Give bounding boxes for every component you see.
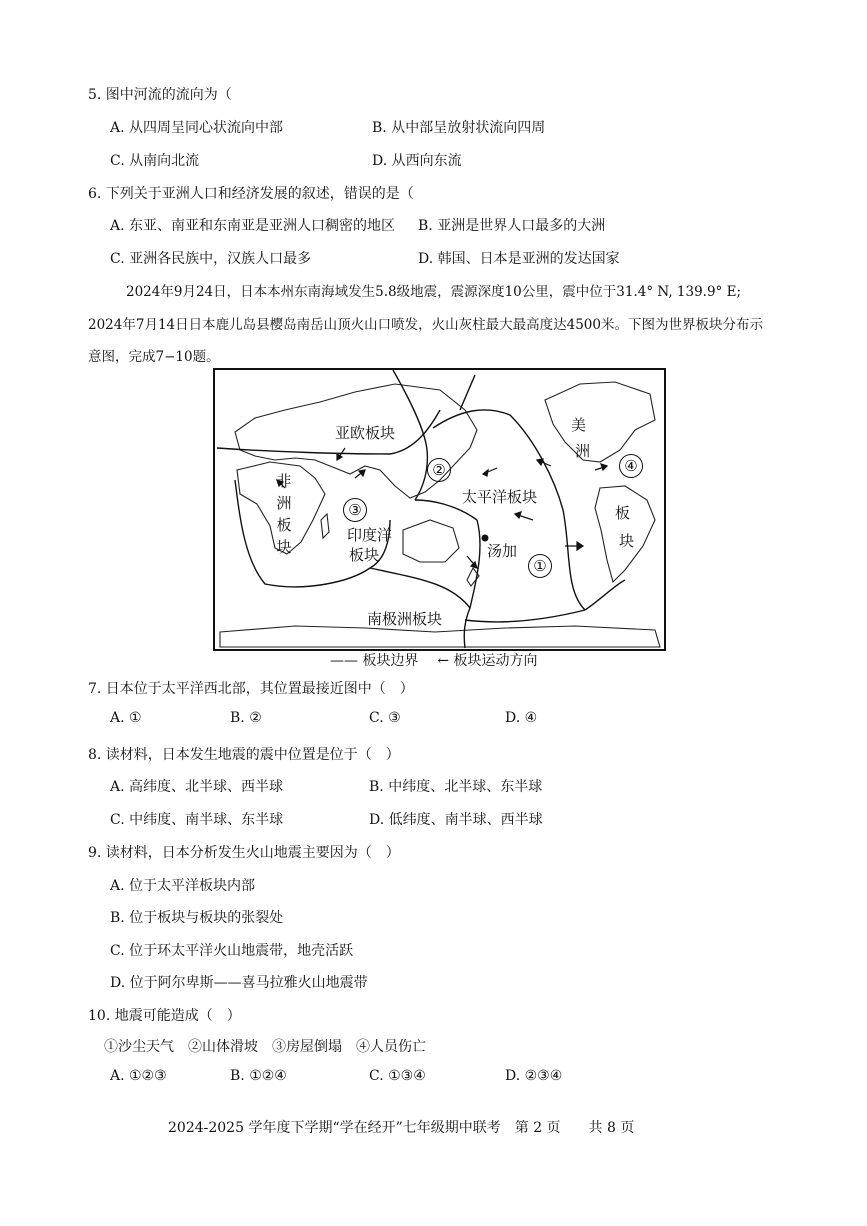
label-african-plate (275, 470, 293, 558)
world-plate-map (213, 368, 666, 651)
legend-direction: ← 板块运动方向 (437, 653, 538, 669)
q10-stem: 10. 地震可能造成（ ） (88, 1008, 241, 1024)
material-line-2: 2024年7月14日日本鹿儿岛县樱岛南岳山顶火山口喷发，火山灰柱最大最高度达4500米。下图为世界板块分布示 (88, 317, 763, 333)
antarctica-outline (220, 626, 660, 647)
q8-option-a: A. 高纬度、北半球、西半球 (110, 779, 284, 795)
arrow-4-head (577, 542, 583, 550)
q10-option-d: D. ②③④ (505, 1068, 563, 1084)
material-line-1: 2024年9月24日，日本本州东南海域发生5.8级地震，震源深度10公里，震中位于31.4° N, 139.9° E; (126, 284, 741, 300)
marker-4: ④ (619, 454, 643, 478)
material-line-3: 意图，完成7−10题。 (88, 349, 220, 365)
african-plate-text: 非洲板块 (276, 472, 292, 556)
boundary-pacific-antarctic (465, 610, 585, 622)
q9-option-d: D. 位于阿尔卑斯——喜马拉雅火山地震带 (110, 975, 368, 991)
australia-outline (403, 520, 459, 562)
arrow-9-head (471, 562, 477, 568)
q6-option-b: B. 亚洲是世界人口最多的大洲 (418, 218, 606, 234)
page-footer: 2024-2025 学年度下学期“学在经开”七年级期中联考 第 2 页 共 8 页 (168, 1120, 635, 1136)
q7-option-d: D. ④ (505, 710, 538, 726)
q9-option-b: B. 位于板块与板块的张裂处 (110, 910, 284, 926)
q6-option-a: A. 东亚、南亚和东南亚是亚洲人口稠密的地区 (110, 218, 396, 234)
boundary-eurasia-north (390, 410, 440, 454)
q7-stem: 7. 日本位于太平洋西北部，其位置最接近图中（ ） (88, 681, 414, 697)
q9-option-a: A. 位于太平洋板块内部 (110, 878, 256, 894)
arrow-2-head (515, 512, 521, 518)
label-american-plate-4: 块 (619, 532, 635, 550)
q5-option-b: B. 从中部呈放射状流向四周 (372, 120, 546, 136)
q10-option-a: A. ①②③ (110, 1068, 167, 1084)
q8-option-b: B. 中纬度、北半球、东半球 (369, 779, 543, 795)
label-eurasian-plate: 亚欧板块 (335, 424, 396, 442)
q6-option-c: C. 亚洲各民族中，汉族人口最多 (110, 251, 312, 267)
q5-option-a: A. 从四周呈同心状流向中部 (110, 120, 284, 136)
q8-option-c: C. 中纬度、南半球、东半球 (110, 812, 284, 828)
boundary-south-america (585, 580, 625, 610)
label-pacific-plate: 太平洋板块 (462, 488, 538, 506)
q6-option-d: D. 韩国、日本是亚洲的发达国家 (418, 251, 620, 267)
marker-3: ③ (343, 498, 367, 522)
q5-option-c: C. 从南向北流 (110, 153, 200, 169)
marker-2: ② (427, 458, 451, 482)
label-indian-ocean-plate-2: 板块 (349, 546, 380, 564)
marker-1: ① (528, 554, 552, 578)
label-american-plate-2: 洲 (575, 442, 591, 460)
north-america-outline (545, 382, 655, 462)
label-american-plate-1: 美 (571, 416, 587, 434)
label-indian-ocean-plate-1: 印度洋 (347, 526, 393, 544)
label-tonga: 汤加 (487, 542, 518, 560)
boundary-pacific-east (433, 410, 585, 610)
q6-stem: 6. 下列关于亚洲人口和经济发展的叙述，错误的是（ (88, 186, 414, 202)
q7-option-b: B. ② (230, 710, 262, 726)
arrow-8-head (359, 470, 365, 476)
q10-option-c: C. ①③④ (369, 1068, 426, 1084)
boundary-indo-antarctic (370, 568, 470, 608)
arrow-1-head (483, 470, 488, 476)
q5-stem: 5. 图中河流的流向为（ (88, 87, 232, 103)
madagascar-outline (321, 514, 329, 538)
label-antarctic-plate: 南极洲板块 (367, 610, 443, 628)
label-american-plate-3: 板 (615, 504, 631, 522)
q10-option-b: B. ①②④ (230, 1068, 287, 1084)
q8-option-d: D. 低纬度、南半球、西半球 (369, 812, 543, 828)
q9-option-c: C. 位于环太平洋火山地震带，地壳活跃 (110, 943, 354, 959)
boundary-north-pacific (460, 375, 475, 410)
q5-option-d: D. 从西向东流 (372, 153, 462, 169)
q8-stem: 8. 读材料，日本发生地震的震中位置是位于（ ） (88, 747, 400, 763)
arrow-3-head (537, 459, 543, 465)
arrow-6-head (337, 454, 342, 460)
q9-stem: 9. 读材料，日本分析发生火山地震主要因为（ ） (88, 845, 400, 861)
arrow-5-head (601, 464, 607, 470)
q7-option-c: C. ③ (369, 710, 401, 726)
q10-items: ①沙尘天气 ②山体滑坡 ③房屋倒塌 ④人员伤亡 (104, 1039, 426, 1055)
q7-option-a: A. ① (110, 710, 142, 726)
legend-boundary: —— 板块边界 (330, 653, 419, 669)
map-legend (330, 650, 538, 670)
